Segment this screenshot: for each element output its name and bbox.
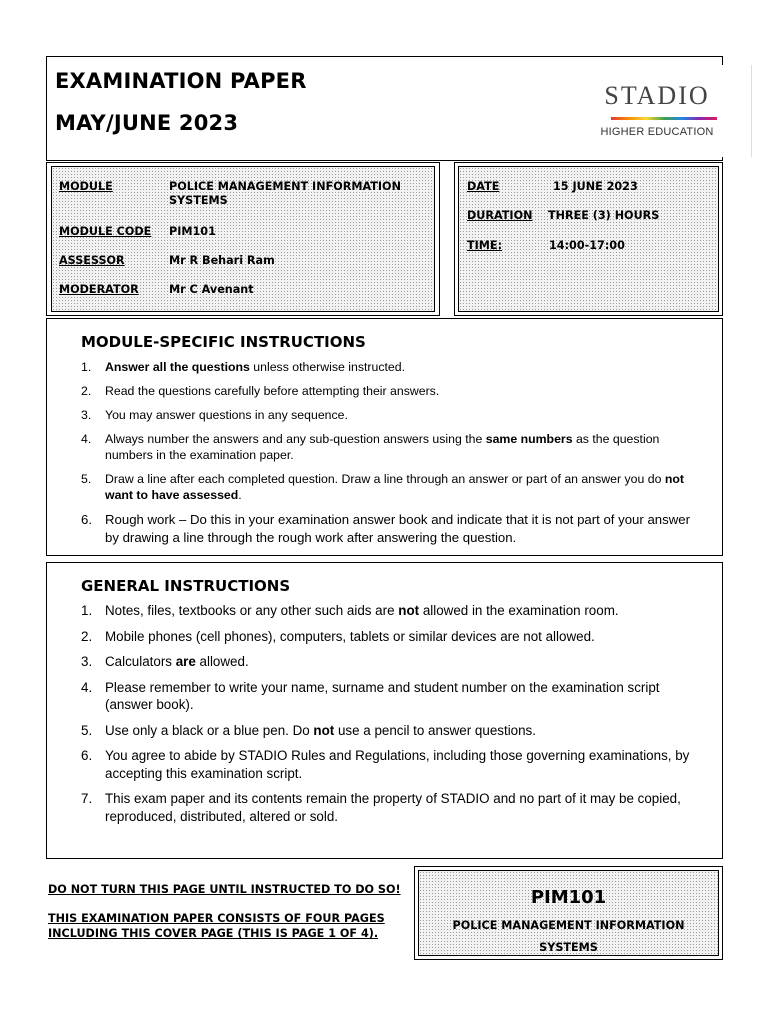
stadio-logo	[563, 65, 752, 157]
list-item: 1. Notes, files, textbooks or any other such aids are not allowed in the examination room.	[81, 603, 619, 618]
time-value: 14:00-17:00	[549, 239, 625, 252]
general-instructions-heading: GENERAL INSTRUCTIONS	[81, 577, 291, 595]
module-label: MODULE	[59, 180, 113, 193]
list-item: 5. Draw a line after each completed question. Draw a line through an answer or part of an answer you do not want to have assessed.	[81, 472, 684, 502]
module-name-line-2: SYSTEMS	[539, 941, 598, 954]
module-code-value: PIM101	[169, 225, 216, 238]
module-code-label: MODULE CODE	[59, 225, 152, 238]
list-item: 3. Calculators are allowed.	[81, 654, 249, 669]
exam-session: MAY/JUNE 2023	[55, 111, 239, 135]
moderator-value: Mr C Avenant	[169, 283, 254, 296]
date-label: DATE	[467, 180, 500, 193]
duration-label: DURATION	[467, 209, 533, 222]
date-value: 15 JUNE 2023	[553, 180, 638, 193]
list-item: 3. You may answer questions in any sequence.	[81, 408, 348, 422]
module-value: POLICE MANAGEMENT INFORMATION SYSTEMS	[169, 180, 401, 207]
logo-wordmark: STADIO	[604, 81, 710, 110]
module-info-panel	[51, 166, 435, 312]
list-item: 7. This exam paper and its contents remain the property of STADIO and no part of it may be copied, reproduced, distributed, altered or sold.	[81, 791, 681, 824]
module-name-line-1: POLICE MANAGEMENT INFORMATION	[452, 919, 685, 932]
module-instructions-list	[81, 359, 704, 555]
exam-header	[46, 56, 723, 161]
list-item: 2. Read the questions carefully before attempting their answers.	[81, 384, 440, 398]
module-code-panel	[418, 870, 719, 956]
list-item: 1. Answer all the questions unless otherwise instructed.	[81, 360, 406, 374]
moderator-label: MODERATOR	[59, 283, 139, 296]
duration-value: THREE (3) HOURS	[548, 209, 660, 222]
logo-subtitle: HIGHER EDUCATION	[600, 126, 714, 138]
module-instructions-heading: MODULE-SPECIFIC INSTRUCTIONS	[81, 333, 366, 351]
list-item: 5. Use only a black or a blue pen. Do not use a pencil to answer questions.	[81, 722, 536, 738]
list-item: 4. Always number the answers and any sub-question answers using the same numbers as the question numbers in the examination paper.	[81, 432, 660, 462]
module-info-box	[46, 162, 440, 316]
general-instructions-list	[81, 602, 704, 833]
list-item: 6. Rough work – Do this in your examination answer book and indicate that it is not part of your answer by drawing a line through the rough work after answering the question.	[81, 512, 690, 545]
page-count-notice: THIS EXAMINATION PAPER CONSISTS OF FOUR PAGES INCLUDING THIS COVER PAGE (THIS IS PAGE 1 OF 4).	[48, 912, 385, 940]
module-code: PIM101	[530, 887, 607, 908]
assessor-value: Mr R Behari Ram	[169, 254, 275, 267]
module-instructions-box	[46, 318, 723, 556]
exam-info-box	[454, 162, 723, 316]
exam-info-panel	[458, 166, 719, 312]
list-item: 6. You agree to abide by STADIO Rules and Regulations, including those governing examinations, by accepting this examination script.	[81, 748, 690, 781]
module-name	[419, 915, 718, 959]
time-label: TIME:	[467, 239, 503, 252]
list-item: 2. Mobile phones (cell phones), computers, tablets or similar devices are not allowed.	[81, 628, 595, 644]
module-code-box	[414, 866, 723, 960]
do-not-turn-warning: DO NOT TURN THIS PAGE UNTIL INSTRUCTED TO DO SO!	[48, 883, 401, 896]
assessor-label: ASSESSOR	[59, 254, 125, 267]
logo-color-bar	[611, 117, 717, 120]
list-item: 4. Please remember to write your name, surname and student number on the examination script (answer book).	[81, 679, 660, 712]
exam-title: EXAMINATION PAPER	[55, 69, 307, 93]
general-instructions-box	[46, 562, 723, 859]
